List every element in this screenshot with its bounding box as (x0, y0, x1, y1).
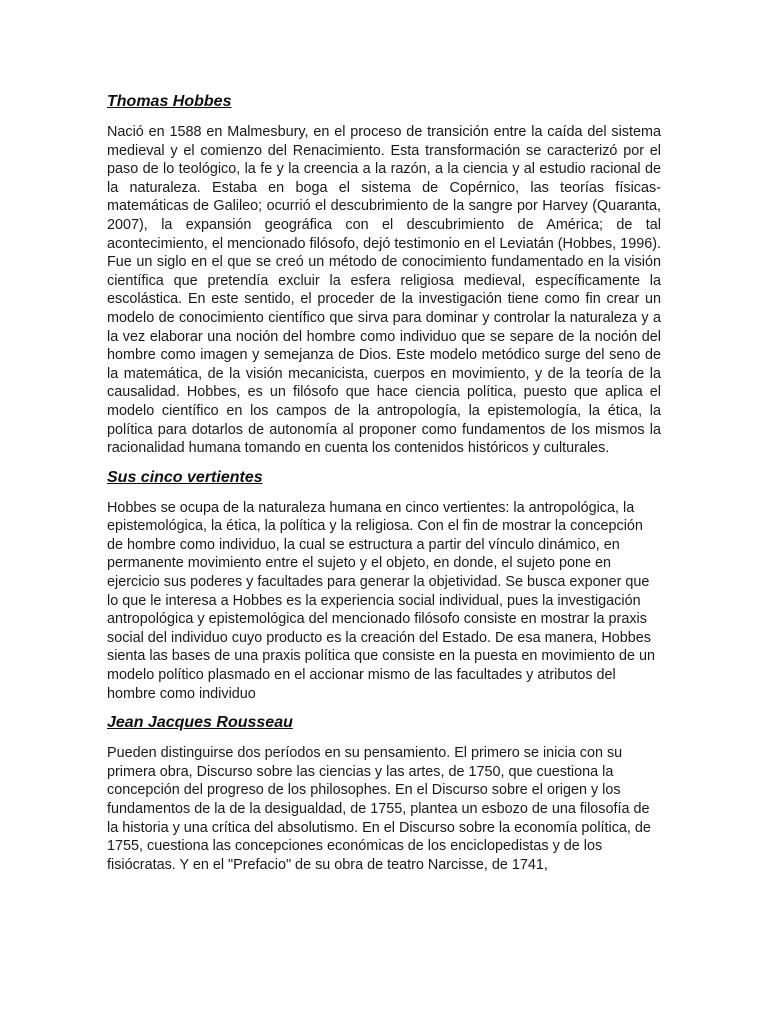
section-paragraph-sus-cinco-vertientes: Hobbes se ocupa de la naturaleza humana en cinco vertientes: la antropológica, la epistemológica, la ética, la política y la religiosa. Con el fin de mostrar la concepción de hombre como individuo, la cual se estructura a partir del vínculo dinámico, en permanente movimiento entre el sujeto y el objeto, en donde, el sujeto pone en ejercicio sus poderes y facultades para generar la objetividad. Se busca exponer que lo que le interesa a Hobbes es la experiencia social individual, pues la investigación antropológica y epistemológica del mencionado filósofo consiste en mostrar la praxis social del individuo cuyo producto es la creación del Estado. De esa manera, Hobbes sienta las bases de una praxis política que consiste en la puesta en movimiento de un modelo político plasmado en el accionar mismo de las facultades y atributos del hombre como individuo (107, 499, 655, 702)
section-paragraph-jean-jacques-rousseau: Pueden distinguirse dos períodos en su pensamiento. El primero se inicia con su primera obra, Discurso sobre las ciencias y las artes, de 1750, que cuestiona la concepción del progreso de los philosophes. En el Discurso sobre el origen y los fundamentos de la de la desigualdad, de 1755, plantea un esbozo de una filosofía de la historia y una crítica del absolutismo. En el Discurso sobre la economía política, de 1755, cuestiona las concepciones económicas de los enciclopedistas y de los fisiócratas. Y en el "Prefacio" de su obra de teatro Narcisse, de 1741, (107, 745, 651, 873)
section-heading-sus-cinco-vertientes: Sus cinco vertientes (107, 468, 263, 486)
section-paragraph-thomas-hobbes: Nació en 1588 en Malmesbury, en el proceso de transición entre la caída del sistema medieval y el comienzo del Renacimiento. Esta transformación se caracterizó por el paso de lo teológico, la fe y la creencia a la razón, a la ciencia y al estudio racional de la naturaleza. Estaba en boga el sistema de Copérnico, las teorías físicas-matemáticas de Galileo; ocurrió el descubrimiento de la sangre por Harvey (Quaranta, 2007), la expansión geográfica con el descubrimiento de América; de tal acontecimiento, el mencionado filósofo, dejó testimonio en el Leviatán (Hobbes, 1996). Fue un siglo en el que se creó un método de conocimiento fundamentado en la visión científica que pretendía excluir la esfera religiosa medieval, específicamente la escolástica. En este sentido, el proceder de la investigación tiene como fin crear un modelo de conocimiento científico que sirva para dominar y controlar la naturaleza y a la vez elaborar una noción del hombre como individuo que se separe de la noción del hombre como imagen y semejanza de Dios. Este modelo metódico surge del seno de la matemática, de la visión mecanicista, cuerpos en movimiento, y de la teoría de la causalidad. Hobbes, es un filósofo que hace ciencia política, puesto que aplica el modelo científico en los campos de la antropología, la epistemología, la ética, la política para dotarlos de autonomía al proponer como fundamentos de los mismos la racionalidad humana tomando en cuenta los contenidos históricos y culturales. (107, 124, 661, 457)
section-heading-jean-jacques-rousseau: Jean Jacques Rousseau (107, 714, 293, 732)
document-body (107, 92, 661, 874)
section-heading-thomas-hobbes: Thomas Hobbes (107, 93, 232, 110)
